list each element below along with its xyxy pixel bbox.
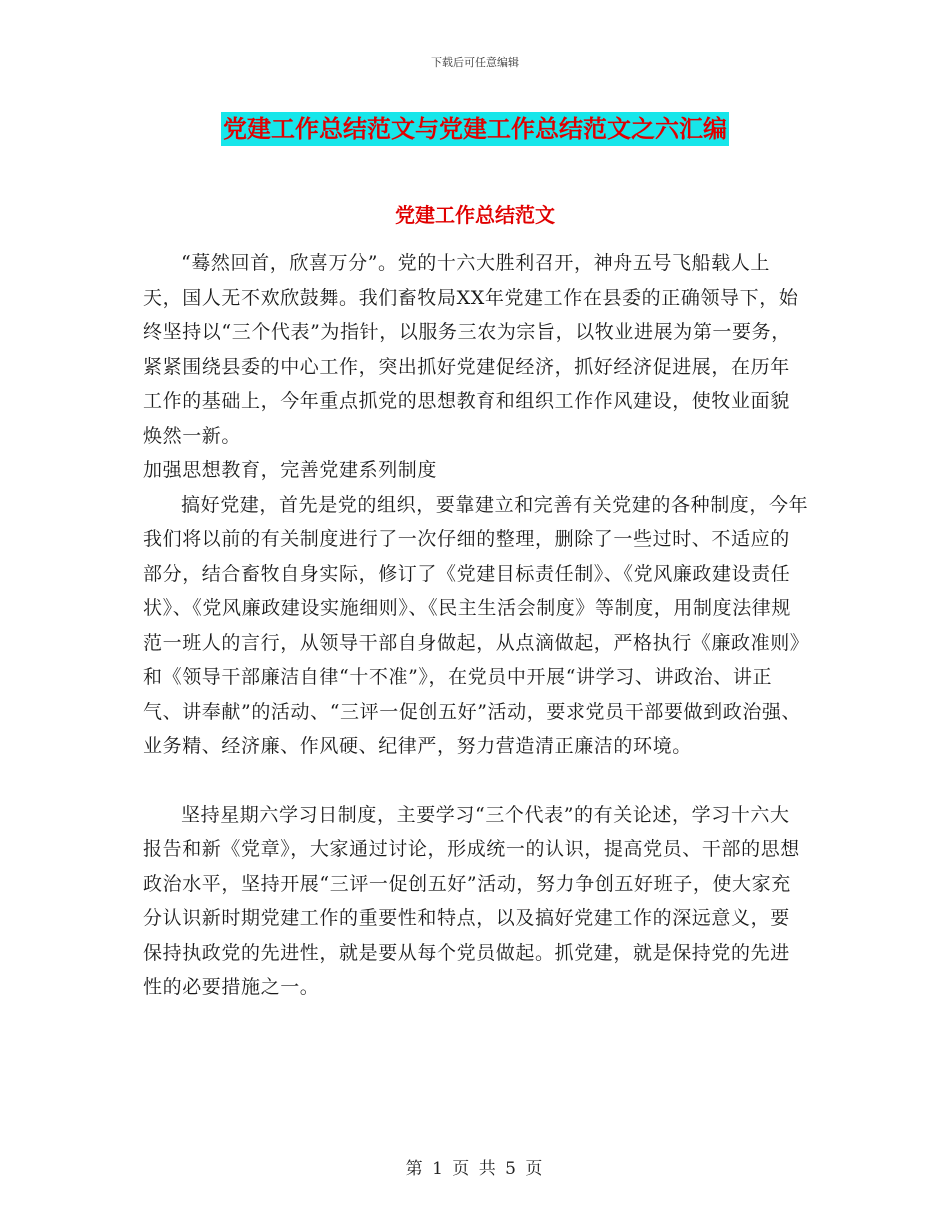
main-title-container (0, 112, 950, 146)
paragraph-intro: “蓦然回首，欣喜万分”。党的十六大胜利召开，神舟五号飞船载人上天，国人无不欢欣鼓舞。我们畜牧局XX年党建工作在县委的正确领导下，始终坚持以“三个代表”为指针，以服务三农为宗旨，以牧业进展为第一要务，紧紧围绕县委的中心工作，突出抓好党建促经济，抓好经济促进展，在历年工作的基础上，今年重点抓党的思想教育和组织工作作风建设，使牧业面貌焕然一新。 (143, 252, 799, 447)
page-number: 第 1 页 共 5 页 (405, 1159, 545, 1179)
paragraph-spacer (143, 764, 809, 798)
paragraph-subheading: 加强思想教育，完善党建系列制度 (143, 459, 438, 481)
paragraph-study-day: 坚持星期六学习日制度，主要学习“三个代表”的有关论述，学习十六大报告和新《党章》，大家通过讨论，形成统一的认识，提高党员、干部的思想政治水平，坚持开展“三评一促创五好”活动，努力争创五好班子，使大家充分认识新时期党建工作的重要性和特点，以及搞好党建工作的深远意义，要保持执政党的先进性，就是要从每个党员做起。抓党建，就是保持党的先进性的必要措施之一。 (143, 803, 800, 998)
paragraph-system-building: 搞好党建，首先是党的组织，要靠建立和完善有关党建的各种制度，今年我们将以前的有关制度进行了一次仔细的整理，删除了一些过时、不适应的部分，结合畜牧自身实际，修订了《党建目标责任制》、《党风廉政建设责任状》、《党风廉政建设实施细则》、《民主生活会制度》等制度，用制度法律规范一班人的言行，从领导干部自身做起，从点滴做起，严格执行《廉政准则》和《领导干部廉洁自律“十不准”》，在党员中开展“讲学习、讲政治、讲正气、讲奉献”的活动、“三评一促创五好”活动，要求党员干部要做到政治强、业务精、经济廉、作风硬、纪律严，努力营造清正廉洁的环境。 (143, 493, 809, 757)
body-content (143, 246, 809, 1005)
main-title: 党建工作总结范文与党建工作总结范文之六汇编 (221, 112, 729, 146)
section-title: 党建工作总结范文 (395, 203, 555, 227)
download-edit-note: 下载后可任意编辑 (431, 56, 519, 69)
